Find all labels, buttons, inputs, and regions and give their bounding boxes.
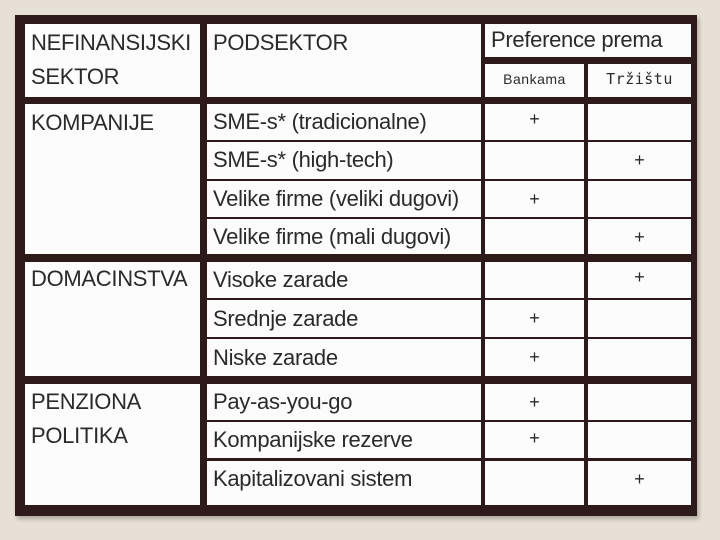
subsector-cell (207, 300, 481, 337)
bank-mark: + (529, 428, 540, 448)
market-cell (588, 104, 691, 140)
header-market-cell (588, 64, 691, 97)
group-label: DOMACINSTVA (31, 266, 188, 291)
bank-cell (485, 339, 584, 376)
subsector-cell (207, 181, 481, 217)
group-label: PENZIONA (31, 389, 142, 414)
subsector-cell (207, 339, 481, 376)
bank-mark: + (529, 189, 540, 209)
market-cell (588, 142, 691, 179)
header-subsector-cell (207, 24, 481, 97)
market-cell (588, 300, 691, 337)
group-label: POLITIKA (31, 423, 128, 448)
subsector-cell (207, 142, 481, 179)
market-mark: + (634, 227, 645, 247)
bank-cell (485, 384, 584, 420)
subsector-cell (207, 384, 481, 420)
market-cell (588, 461, 691, 505)
subsector-name: Niske zarade (213, 345, 338, 370)
bank-cell (485, 262, 584, 298)
header-preference-cell (485, 24, 691, 57)
market-cell (588, 181, 691, 217)
header-sector-cell (25, 24, 200, 97)
subsector-name: Pay-as-you-go (213, 389, 353, 414)
header-preference: Preference prema (491, 27, 663, 52)
bank-cell (485, 422, 584, 458)
subsector-cell (207, 461, 481, 505)
bank-cell (485, 142, 584, 179)
header-sector-line1: NEFINANSIJSKI (31, 30, 191, 55)
subsector-cell (207, 104, 481, 140)
header-banks-cell (485, 64, 584, 97)
subsector-cell (207, 422, 481, 458)
market-cell (588, 422, 691, 458)
subsector-name: Kompanijske rezerve (213, 427, 413, 452)
group-label-cell (25, 104, 200, 254)
bank-mark: + (529, 392, 540, 412)
header-market: Tržištu (606, 70, 673, 88)
subsector-name: SME-s* (high-tech) (213, 147, 394, 172)
market-mark: + (634, 150, 645, 170)
group-label-cell (25, 384, 200, 505)
subsector-cell (207, 262, 481, 298)
group-label: KOMPANIJE (31, 110, 154, 135)
bank-mark: + (529, 347, 540, 367)
market-cell (588, 339, 691, 376)
header-sector-line2: SEKTOR (31, 64, 120, 89)
subsector-name: Visoke zarade (213, 267, 349, 292)
bank-cell (485, 181, 584, 217)
preference-table (15, 15, 697, 516)
market-cell (588, 262, 691, 298)
group-label-cell (25, 262, 200, 376)
bank-cell (485, 300, 584, 337)
bank-cell (485, 104, 584, 140)
market-cell (588, 219, 691, 254)
bank-cell (485, 461, 584, 505)
subsector-name: SME-s* (tradicionalne) (213, 109, 427, 134)
market-cell (588, 384, 691, 420)
subsector-name: Velike firme (veliki dugovi) (213, 186, 459, 211)
subsector-name: Velike firme (mali dugovi) (213, 224, 451, 249)
header-banks: Bankama (503, 71, 566, 87)
bank-cell (485, 219, 584, 254)
market-mark: + (634, 469, 645, 489)
bank-mark: + (529, 308, 540, 328)
header-subsector: PODSEKTOR (213, 30, 349, 55)
subsector-name: Kapitalizovani sistem (213, 466, 413, 491)
bank-mark: + (529, 109, 540, 129)
subsector-name: Srednje zarade (213, 306, 359, 331)
subsector-cell (207, 219, 481, 254)
market-mark: + (634, 267, 645, 287)
